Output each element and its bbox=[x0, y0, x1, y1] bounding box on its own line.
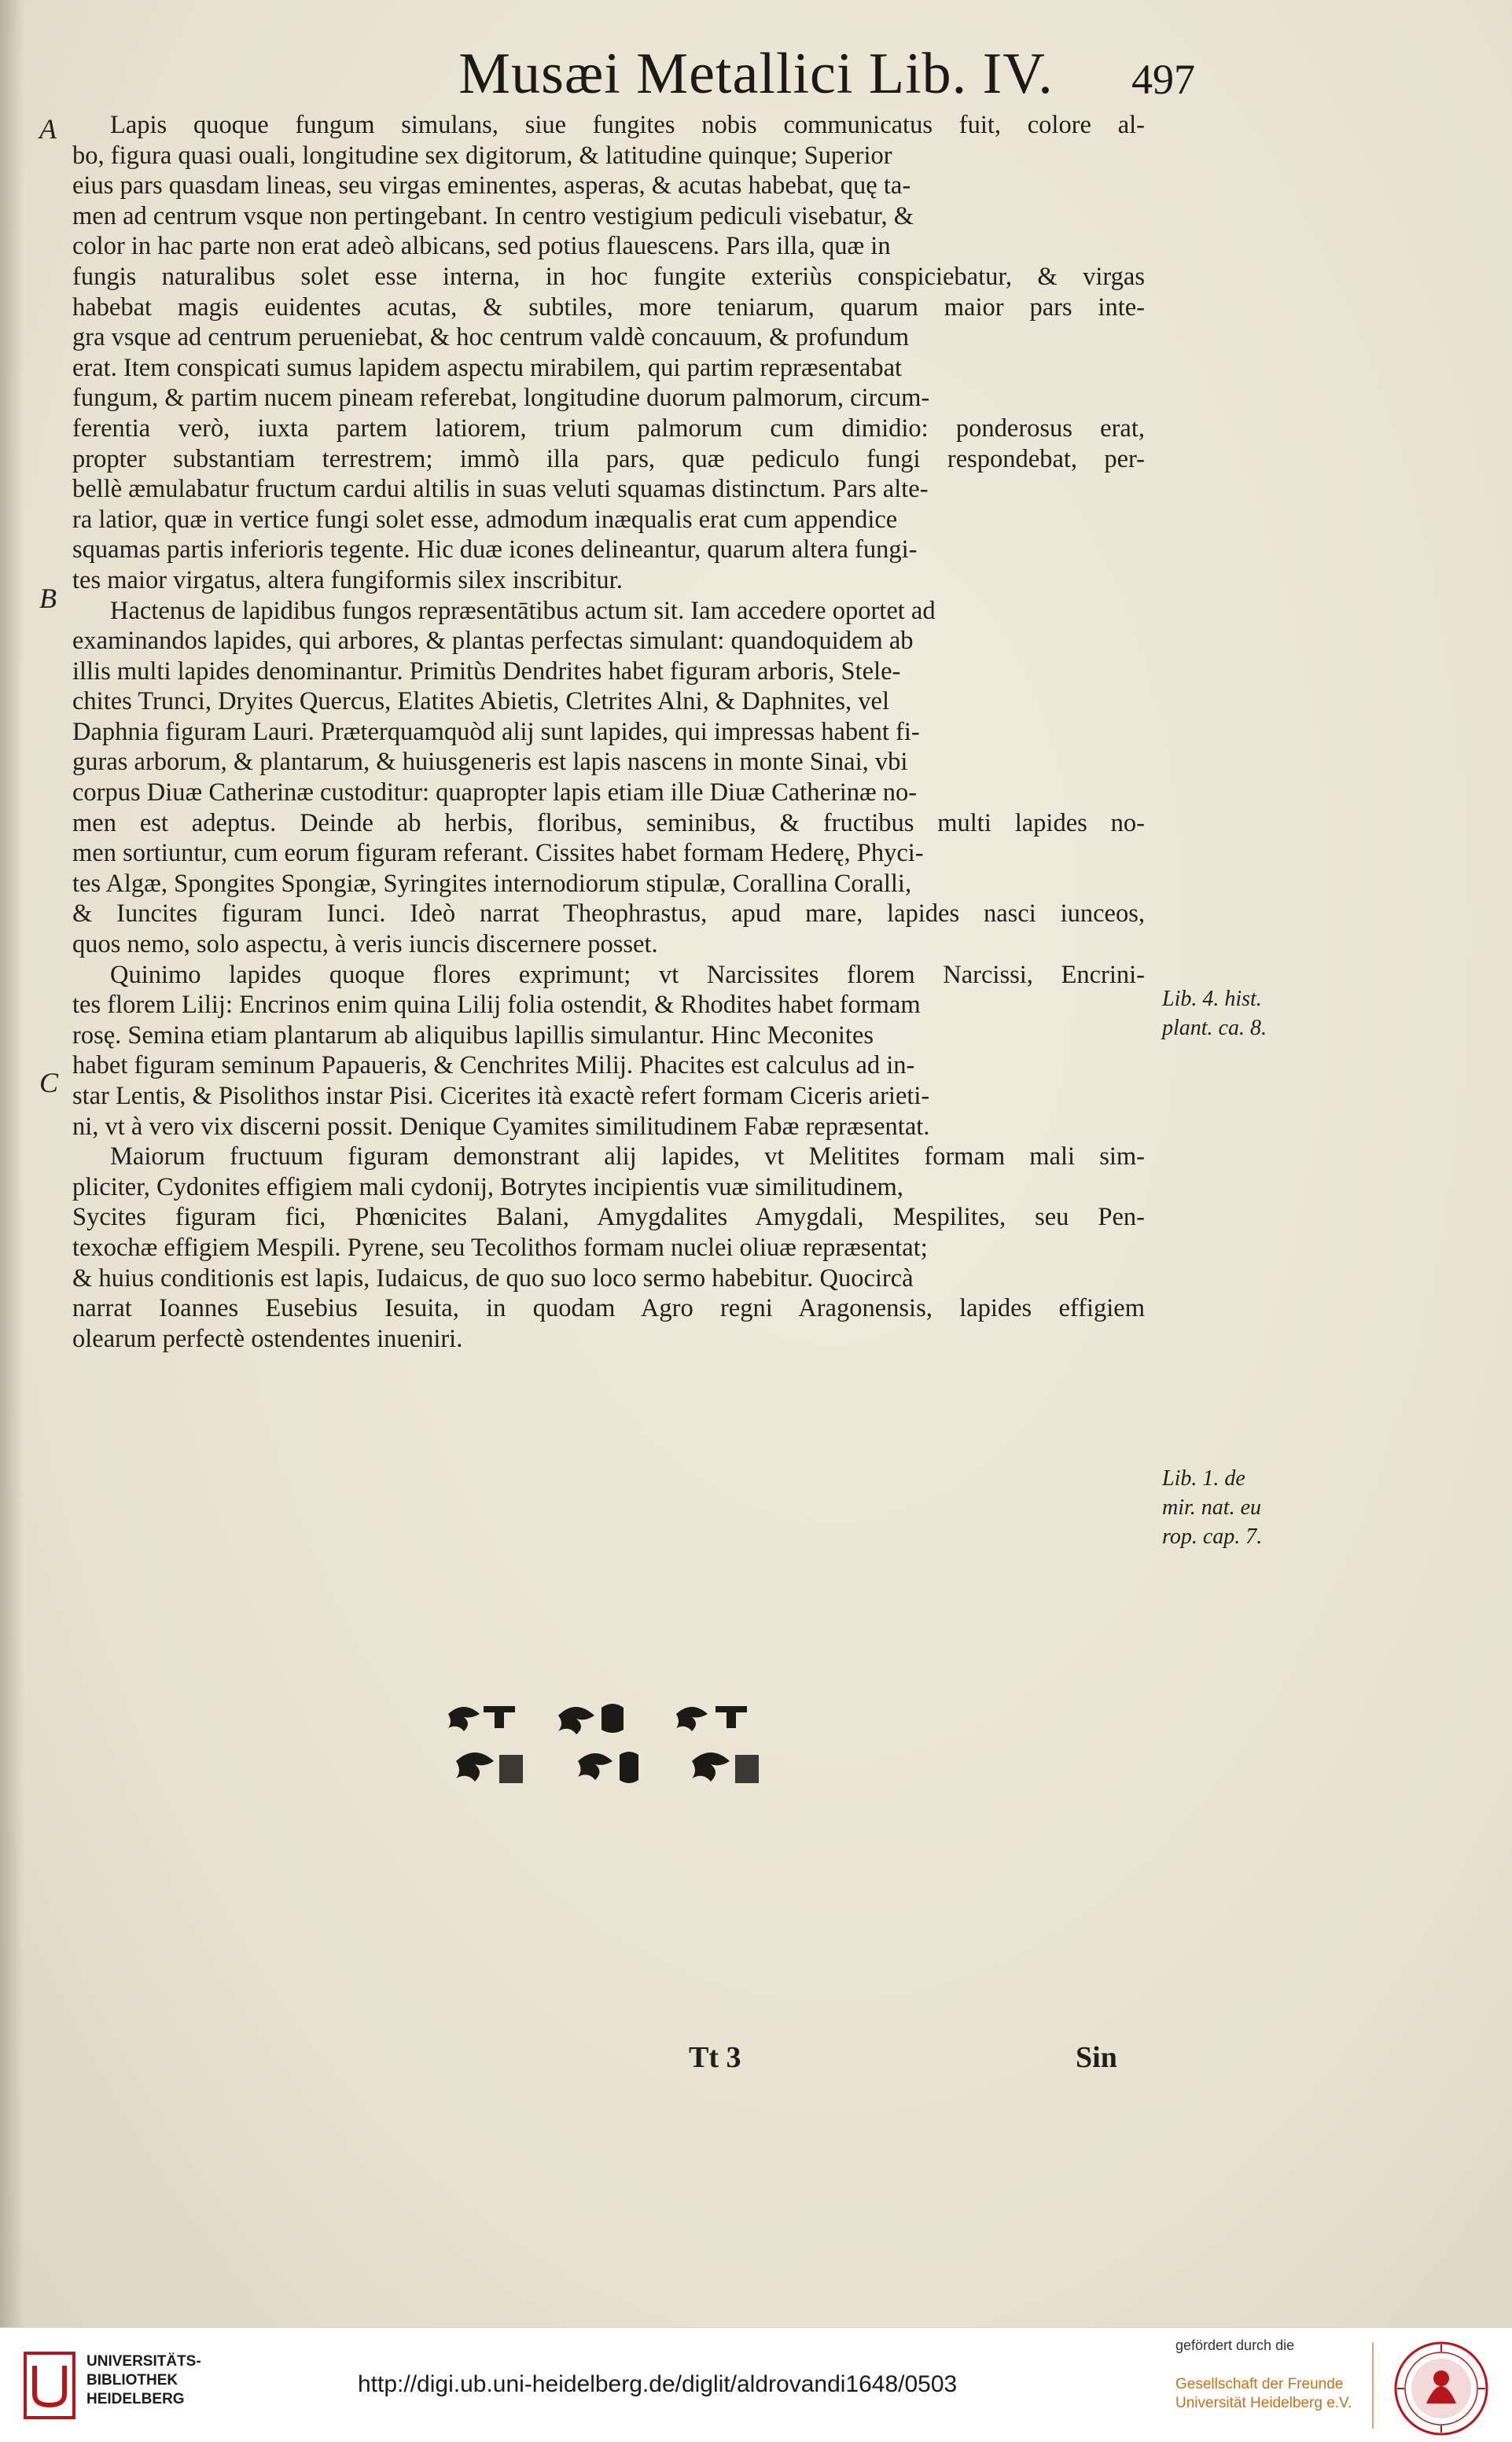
marginal-note-theophrastus bbox=[1162, 984, 1267, 1043]
marginal-note-line: mir. nat. eu bbox=[1162, 1495, 1261, 1520]
text-line: corpus Diuæ Catherinæ custoditur: quapropter lapis etiam ille Diuæ Catherinæ no- bbox=[72, 778, 918, 807]
ornament-fleuron-icon bbox=[676, 1706, 747, 1731]
library-name-line: HEIDELBERG bbox=[86, 2391, 185, 2407]
text-line: fungis naturalibus solet esse interna, in hoc fungite exteriùs conspiciebatur, & virgas bbox=[72, 262, 1145, 291]
marginal-note-line: rop. cap. 7. bbox=[1162, 1524, 1263, 1549]
text-line: bellè æmulabatur fructum cardui altilis in suas veluti squamas distinctum. Pars alte- bbox=[72, 475, 929, 504]
ornament-fleuron-icon bbox=[692, 1752, 759, 1783]
binding-shadow bbox=[0, 0, 24, 2327]
catchword: Sin bbox=[1076, 2041, 1117, 2074]
margin-letter-c: C bbox=[39, 1067, 59, 1098]
marginal-note-eusebius bbox=[1162, 1464, 1262, 1551]
text-line: guras arborum, & plantarum, & huiusgeneris est lapis nascens in monte Sinai, vbi bbox=[72, 748, 908, 777]
university-library-logo-icon bbox=[22, 2350, 77, 2421]
text-line: habebat magis euidentes acutas, & subtiles, more teniarum, quarum maior pars inte- bbox=[72, 292, 1145, 322]
library-name-line: BIBLIOTHEK bbox=[86, 2372, 178, 2389]
text-line: bo, figura quasi ouali, longitudine sex digitorum, & latitudine quinque; Superior bbox=[72, 141, 892, 170]
text-line: gra vsque ad centrum perueniebat, & hoc centrum valdè concauum, & profundum bbox=[72, 323, 910, 352]
margin-letter-a: A bbox=[39, 113, 57, 145]
text-line: fungum, & partim nucem pineam referebat, longitudine duorum palmorum, circum- bbox=[72, 384, 930, 413]
text-line: illis multi lapides denominantur. Primitùs Dendrites habet figuram arboris, Stele- bbox=[72, 656, 901, 686]
text-line: habet figuram seminum Papaueris, & Cenchrites Milij. Phacites est calculus ad in- bbox=[72, 1051, 915, 1080]
marginal-note-line: Lib. 1. de bbox=[1162, 1466, 1245, 1491]
university-seal-icon bbox=[1393, 2341, 1489, 2436]
text-line: star Lentis, & Pisolithos instar Pisi. Cicerites ità exactè refert formam Ciceris arieti- bbox=[72, 1082, 930, 1110]
text-line: examinandos lapides, qui arbores, & plantas perfectas simulant: quandoquidem ab bbox=[72, 627, 914, 656]
text-line: narrat Ioannes Eusebius Iesuita, in quodam Agro regni Aragonensis, lapides effigiem bbox=[72, 1294, 1145, 1323]
sponsor-divider bbox=[1372, 2342, 1374, 2429]
text-line: Lapis quoque fungum simulans, siue fungites nobis communicatus fuit, colore al- bbox=[110, 111, 1145, 139]
text-line: chites Trunci, Dryites Quercus, Elatites Abietis, Cletrites Alni, & Daphnites, vel bbox=[72, 687, 889, 716]
text-line: eius pars quasdam lineas, seu virgas eminentes, asperas, & acutas habebat, quę ta- bbox=[72, 171, 911, 200]
text-line: ra latior, quæ in vertice fungi solet esse, admodum inæqualis erat cum appendice bbox=[72, 505, 898, 534]
text-line: pliciter, Cydonites effigiem mali cydonij, Botrytes incipientis vuæ similitudinem, bbox=[72, 1172, 903, 1201]
library-name-line: UNIVERSITÄTS- bbox=[86, 2353, 201, 2370]
text-line: & huius conditionis est lapis, Iudaicus, de quo suo loco sermo habebitur. Quocircà bbox=[72, 1263, 914, 1293]
marginal-note-line: plant. ca. 8. bbox=[1162, 1016, 1267, 1040]
text-line: ferentia verò, iuxta partem latiorem, trium palmorum cum dimidio: ponderosus erat, bbox=[72, 414, 1145, 443]
ornament-fleuron-icon bbox=[578, 1752, 638, 1783]
text-line: tes Algæ, Spongites Spongiæ, Syringites internodiorum stipulæ, Corallina Coralli, bbox=[72, 869, 912, 898]
text-line: Maiorum fructuum figuram demonstrant alij lapides, vt Melitites formam mali sim- bbox=[110, 1142, 1145, 1171]
signature-mark: Tt 3 bbox=[689, 2041, 741, 2074]
text-line: propter substantiam terrestrem; immò illa pars, quæ pediculo fungi respondebat, per- bbox=[72, 444, 1145, 473]
sponsor-name-line: Gesellschaft der Freunde bbox=[1175, 2376, 1344, 2392]
text-line: quos nemo, solo aspectu, à veris iuncis discernere posset. bbox=[72, 930, 658, 959]
ornament-fleuron-icon bbox=[558, 1704, 624, 1734]
text-line: squamas partis inferioris tegente. Hic duæ icones delineantur, quarum altera fungi- bbox=[72, 535, 918, 565]
marginal-note-line: Lib. 4. hist. bbox=[1162, 987, 1262, 1011]
text-line: & Iuncites figuram Iunci. Ideò narrat Theophrastus, apud mare, lapides nasci iunceos, bbox=[72, 899, 1145, 929]
text-line: erat. Item conspicati sumus lapidem aspectu mirabilem, qui partim repræsentabat bbox=[72, 353, 903, 382]
ornament-fleuron-icon bbox=[448, 1706, 515, 1731]
text-line: Hactenus de lapidibus fungos repræsentātibus actum sit. Iam accedere oportet ad bbox=[110, 596, 936, 625]
text-line: color in hac parte non erat adeò albicans, sed potius flauescens. Pars illa, quæ in bbox=[72, 232, 891, 261]
text-line: Sycites figuram fici, Phœnicites Balani, Amygdalites Amygdali, Mespilites, seu Pen- bbox=[72, 1203, 1145, 1232]
sponsor-label: gefördert durch die bbox=[1175, 2337, 1295, 2353]
text-line: Daphnia figuram Lauri. Præterquamquòd alij sunt lapides, qui impressas habent fi- bbox=[72, 717, 920, 746]
text-line: tes maior virgatus, altera fungiformis silex inscribitur. bbox=[72, 565, 623, 594]
text-line: Quinimo lapides quoque flores exprimunt; vt Narcissites florem Narcissi, Encrini- bbox=[110, 960, 1145, 989]
body-text bbox=[72, 110, 1145, 1354]
text-line: olearum perfectè ostendentes inueniri. bbox=[72, 1324, 463, 1353]
running-title: Musæi Metallici Lib. IV. bbox=[458, 42, 1054, 106]
permalink-url[interactable]: http://digi.ub.uni-heidelberg.de/diglit/aldrovandi1648/0503 bbox=[358, 2371, 958, 2397]
printers-ornament bbox=[440, 1698, 794, 1800]
margin-letter-b: B bbox=[39, 583, 57, 614]
text-line: ni, vt à vero vix discerni possit. Denique Cyamites similitudinem Fabæ repræsentat. bbox=[72, 1112, 930, 1141]
page-number: 497 bbox=[1131, 56, 1195, 103]
text-line: texochæ effigiem Mespili. Pyrene, seu Tecolithos formam nuclei oliuæ repræsentat; bbox=[72, 1233, 928, 1262]
text-line: men sortiuntur, cum eorum figuram referant. Cissites habet formam Hederę, Phyci- bbox=[72, 839, 924, 868]
text-line: men ad centrum vsque non pertingebant. In centro vestigium pediculi visebatur, & bbox=[72, 201, 914, 230]
ornament-fleuron-icon bbox=[456, 1752, 523, 1783]
sponsor-name-line: Universität Heidelberg e.V. bbox=[1175, 2395, 1352, 2411]
viewer-footer bbox=[0, 2327, 1512, 2442]
text-line: rosę. Semina etiam plantarum ab aliquibus lapillis simulantur. Hinc Meconites bbox=[72, 1021, 874, 1050]
text-line: tes florem Lilij: Encrinos enim quina Lilij folia ostendit, & Rhodites habet formam bbox=[72, 991, 921, 1020]
text-line: men est adeptus. Deinde ab herbis, floribus, seminibus, & fructibus multi lapides no- bbox=[72, 808, 1145, 837]
